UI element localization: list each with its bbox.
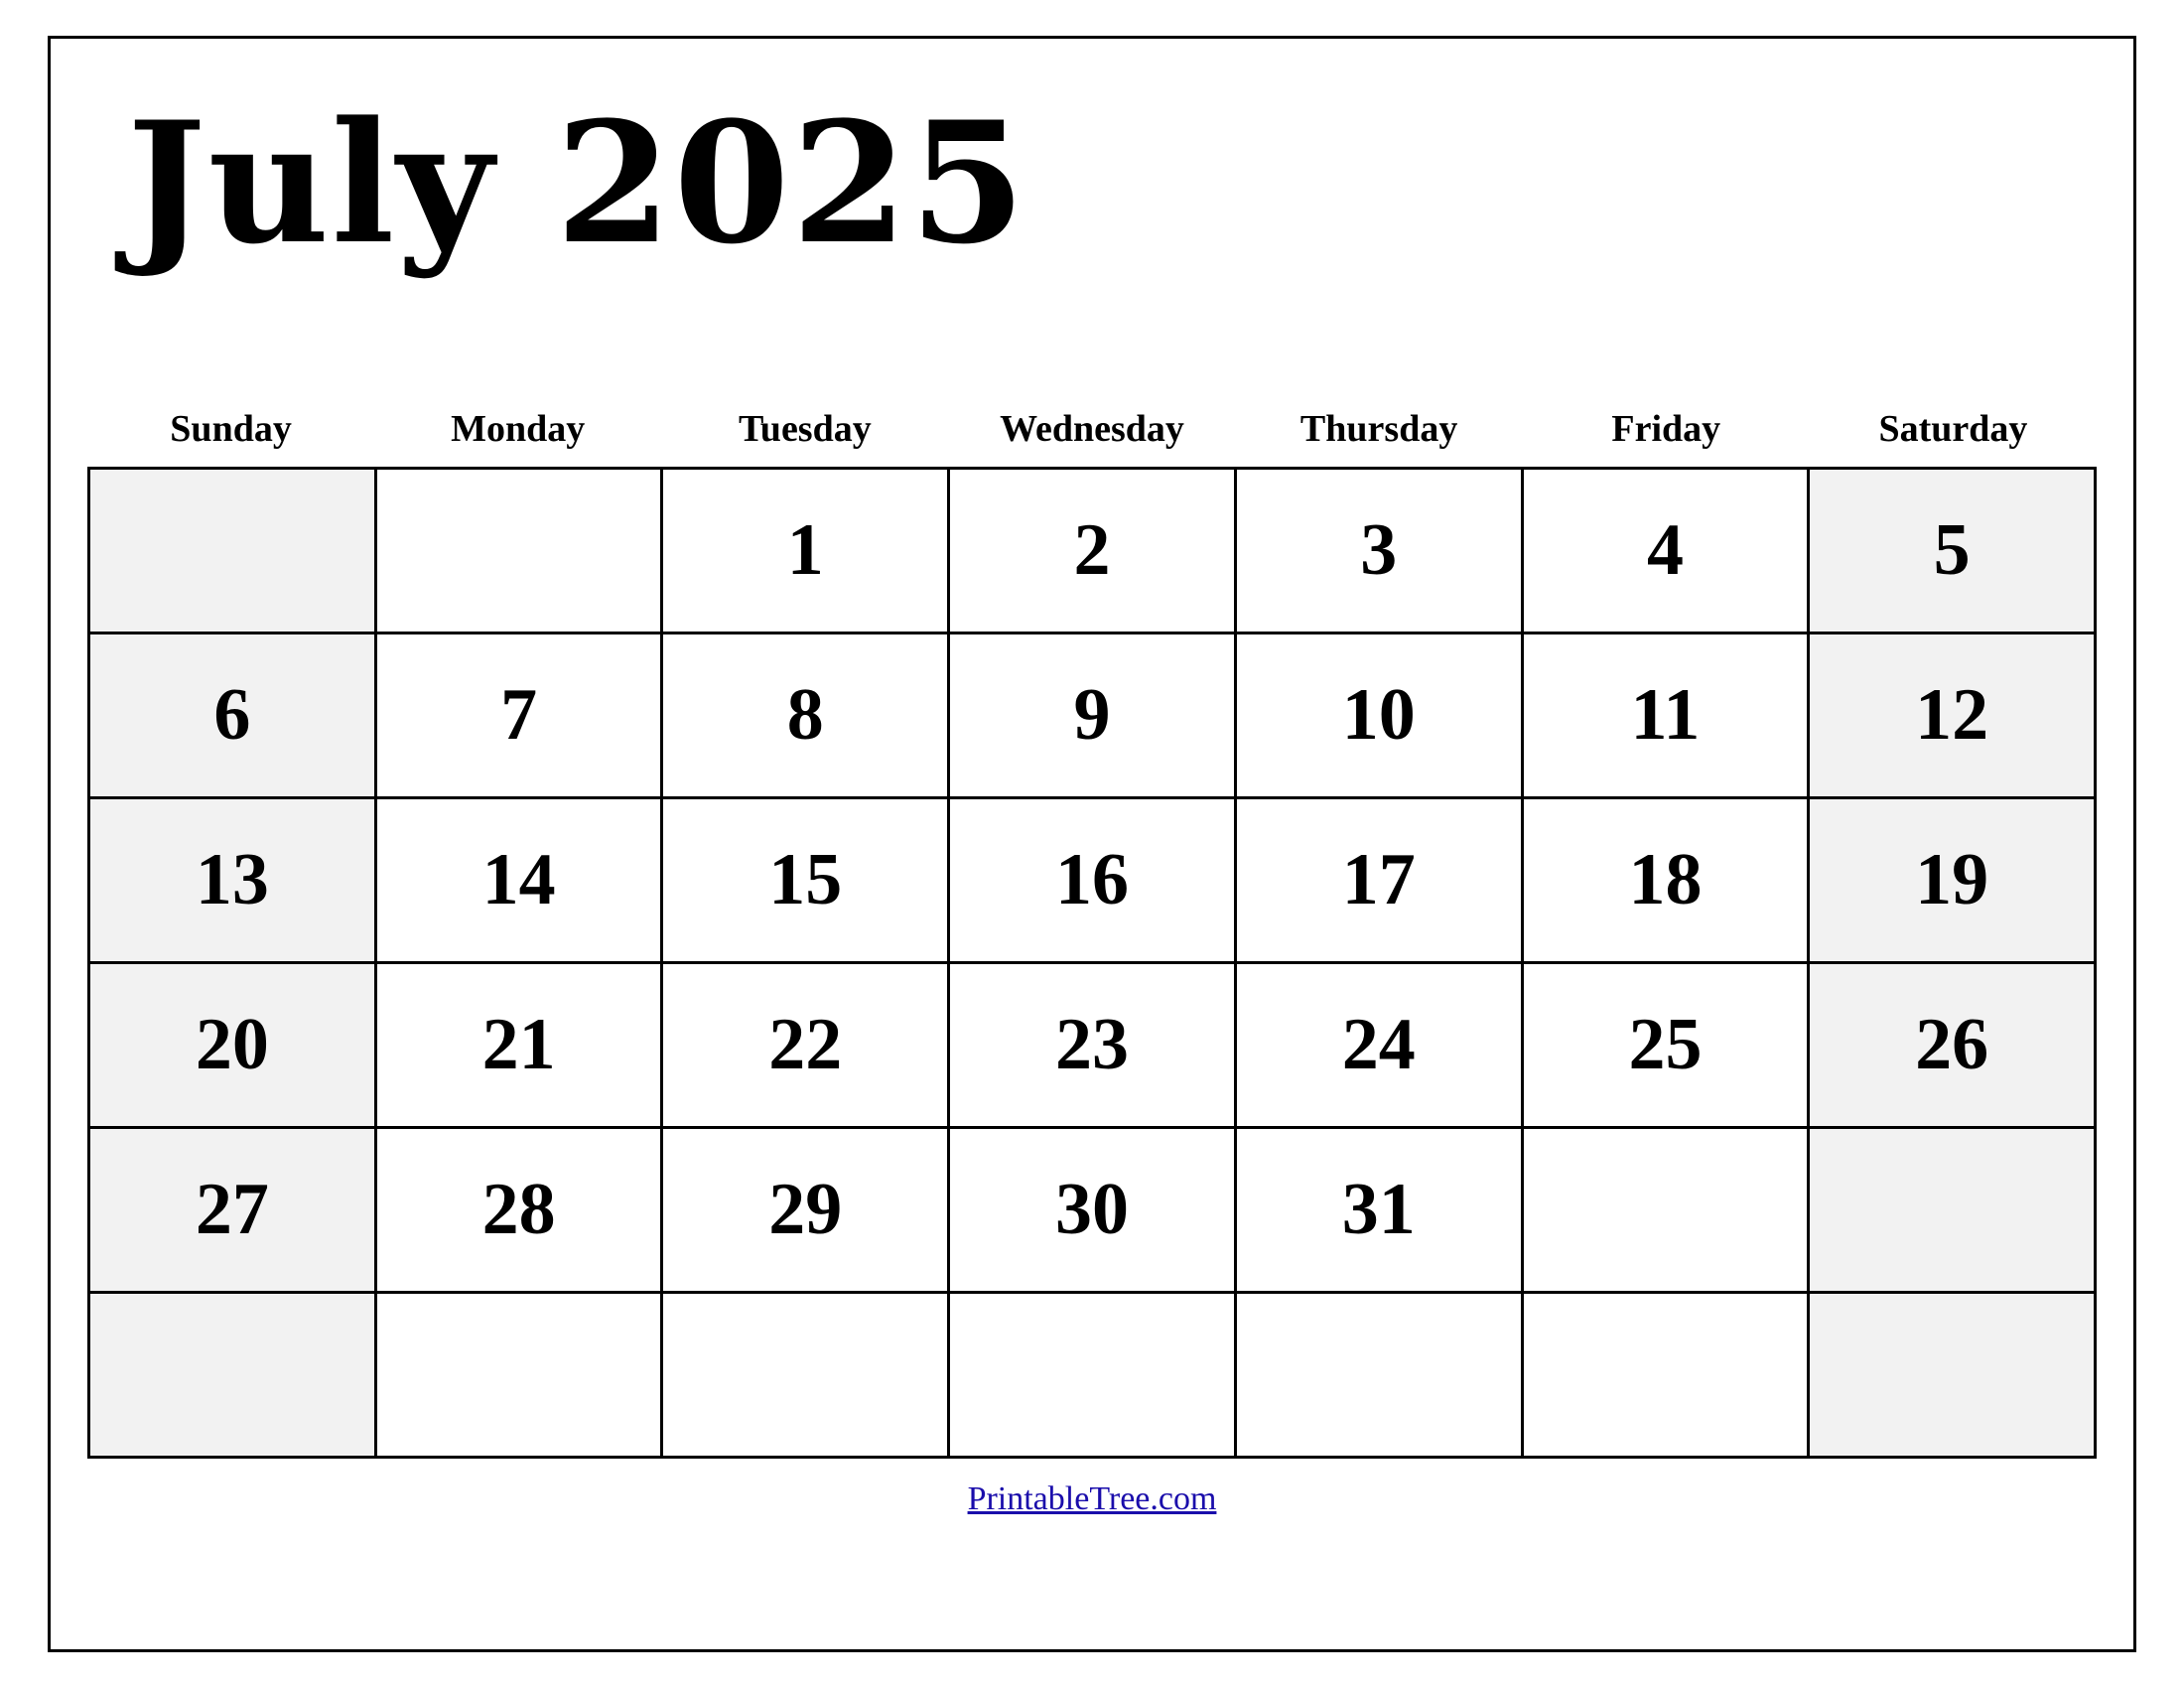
footer [87, 1459, 2097, 1518]
day-cell[interactable]: 10 [1237, 634, 1524, 799]
weekday-sunday: Sunday [170, 408, 292, 450]
weekday-monday: Monday [451, 408, 586, 450]
page-title: July 2025 [127, 84, 1028, 281]
calendar-grid [87, 467, 2097, 1459]
day-cell[interactable]: 15 [663, 799, 950, 964]
day-cell[interactable]: 13 [90, 799, 377, 964]
calendar-week-row [90, 799, 2097, 964]
day-cell[interactable]: 17 [1237, 799, 1524, 964]
day-cell[interactable]: 21 [377, 964, 664, 1129]
calendar-week-row [90, 470, 2097, 634]
day-cell[interactable]: 27 [90, 1129, 377, 1294]
calendar-week-row [90, 964, 2097, 1129]
day-cell[interactable] [1237, 1294, 1524, 1459]
day-cell[interactable]: 18 [1524, 799, 1811, 964]
day-cell[interactable] [663, 1294, 950, 1459]
day-cell[interactable]: 7 [377, 634, 664, 799]
day-cell[interactable]: 29 [663, 1129, 950, 1294]
calendar-week-row [90, 634, 2097, 799]
weekday-friday: Friday [1611, 408, 1721, 450]
day-cell[interactable] [90, 470, 377, 634]
calendar-week-row [90, 1129, 2097, 1294]
day-cell[interactable]: 23 [950, 964, 1237, 1129]
day-cell[interactable]: 31 [1237, 1129, 1524, 1294]
day-cell[interactable]: 24 [1237, 964, 1524, 1129]
day-cell[interactable] [377, 1294, 664, 1459]
day-cell[interactable]: 2 [950, 470, 1237, 634]
day-cell[interactable]: 20 [90, 964, 377, 1129]
day-cell[interactable]: 14 [377, 799, 664, 964]
day-cell[interactable] [377, 470, 664, 634]
day-cell[interactable] [1524, 1129, 1811, 1294]
day-cell[interactable]: 19 [1810, 799, 2097, 964]
day-cell[interactable]: 6 [90, 634, 377, 799]
day-cell[interactable]: 22 [663, 964, 950, 1129]
weekday-header-row [87, 407, 2097, 467]
day-cell[interactable]: 12 [1810, 634, 2097, 799]
day-cell[interactable]: 4 [1524, 470, 1811, 634]
day-cell[interactable]: 1 [663, 470, 950, 634]
day-cell[interactable]: 28 [377, 1129, 664, 1294]
calendar-week-row [90, 1294, 2097, 1459]
day-cell[interactable]: 11 [1524, 634, 1811, 799]
footer-link[interactable]: PrintableTree.com [967, 1480, 1217, 1517]
day-cell[interactable]: 9 [950, 634, 1237, 799]
day-cell[interactable] [1524, 1294, 1811, 1459]
day-cell[interactable]: 16 [950, 799, 1237, 964]
day-cell[interactable] [950, 1294, 1237, 1459]
day-cell[interactable] [1810, 1294, 2097, 1459]
calendar-content [87, 70, 2097, 1618]
day-cell[interactable]: 26 [1810, 964, 2097, 1129]
day-cell[interactable]: 25 [1524, 964, 1811, 1129]
weekday-thursday: Thursday [1299, 408, 1458, 450]
day-cell[interactable] [1810, 1129, 2097, 1294]
weekday-tuesday: Tuesday [738, 408, 872, 450]
day-cell[interactable]: 30 [950, 1129, 1237, 1294]
day-cell[interactable]: 3 [1237, 470, 1524, 634]
day-cell[interactable]: 5 [1810, 470, 2097, 634]
weekday-wednesday: Wednesday [1000, 408, 1184, 450]
weekday-saturday: Saturday [1878, 408, 2028, 450]
day-cell[interactable]: 8 [663, 634, 950, 799]
day-cell[interactable] [90, 1294, 377, 1459]
